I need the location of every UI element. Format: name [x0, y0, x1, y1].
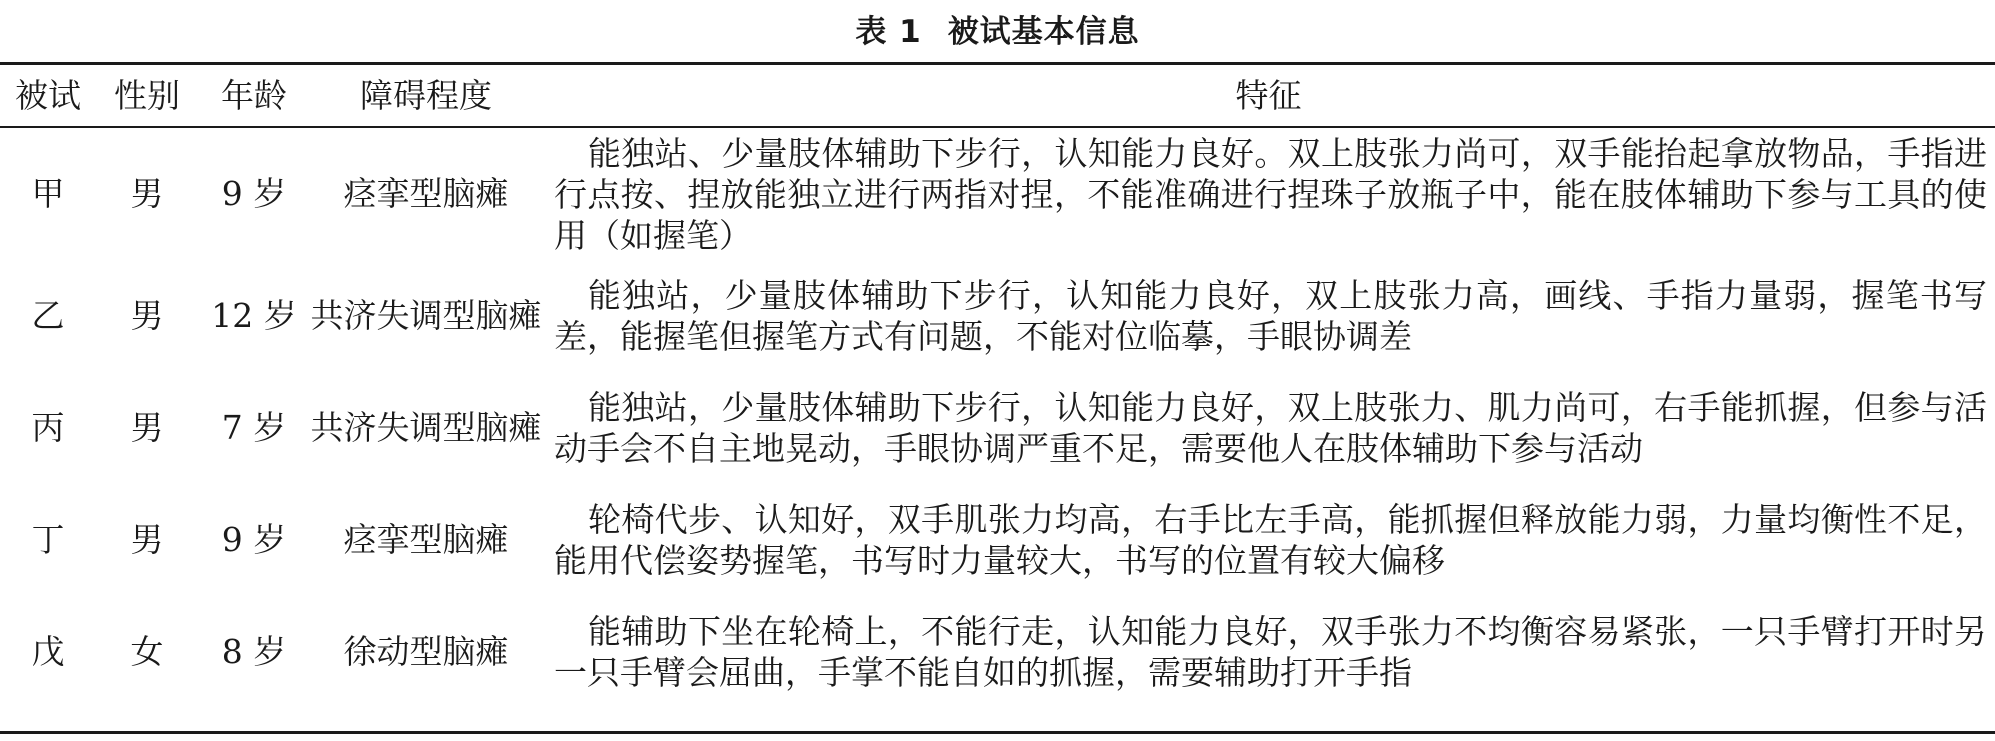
cell-level: 共济失调型脑瘫 — [310, 296, 542, 335]
cell-level: 徐动型脑瘫 — [343, 632, 509, 671]
cell-gender: 男 — [130, 520, 164, 559]
cell-feature: 能独站、少量肢体辅助下步行，认知能力良好。双上肢张力尚可，双手能抬起拿放物品，手指进行点按、捏放能独立进行两指对捏，不能准确进行捏珠子放瓶子中，能在肢体辅助下参与工具的使用（如握笔） — [554, 133, 1987, 255]
table-row — [0, 596, 1995, 708]
table-caption — [0, 6, 1995, 58]
table-number: 表 1 — [855, 14, 922, 50]
table-row — [0, 372, 1995, 484]
cell-age: 8 岁 — [221, 632, 287, 671]
cell-feature: 能辅助下坐在轮椅上，不能行走，认知能力良好，双手张力不均衡容易紧张，一只手臂打开时另一只手臂会屈曲，手掌不能自如的抓握，需要辅助打开手指 — [554, 612, 1987, 692]
cell-subject: 戊 — [31, 632, 65, 671]
header-feature: 特征 — [1235, 75, 1302, 115]
cell-subject: 乙 — [31, 296, 65, 335]
cell-gender: 男 — [130, 408, 164, 447]
table-row — [0, 260, 1995, 372]
cell-gender: 男 — [130, 296, 164, 335]
header-gender: 性别 — [114, 75, 180, 115]
cell-feature: 能独站，少量肢体辅助下步行，认知能力良好，双上肢张力、肌力尚可，右手能抓握，但参与活动手会不自主地晃动，手眼协调严重不足，需要他人在肢体辅助下参与活动 — [554, 388, 1987, 468]
cell-subject: 甲 — [31, 174, 65, 213]
cell-level: 痉挛型脑瘫 — [343, 174, 509, 213]
header-age: 年龄 — [221, 75, 287, 115]
table-row — [0, 127, 1995, 260]
cell-subject: 丁 — [31, 520, 65, 559]
cell-feature: 能独站，少量肢体辅助下步行，认知能力良好，双上肢张力高，画线、手指力量弱，握笔书写差，能握笔但握笔方式有问题，不能对位临摹，手眼协调差 — [554, 276, 1987, 356]
header-row — [0, 65, 1995, 127]
cell-age: 7 岁 — [221, 408, 287, 447]
header-subject: 被试 — [15, 75, 81, 115]
table-title: 被试基本信息 — [947, 14, 1140, 50]
cell-level: 共济失调型脑瘫 — [310, 408, 542, 447]
cell-age: 9 岁 — [221, 174, 287, 213]
cell-subject: 丙 — [31, 408, 65, 447]
cell-gender: 男 — [130, 174, 164, 213]
cell-level: 痉挛型脑瘫 — [343, 520, 509, 559]
cell-gender: 女 — [130, 632, 164, 671]
cell-feature: 轮椅代步、认知好，双手肌张力均高，右手比左手高，能抓握但释放能力弱，力量均衡性不足，能用代偿姿势握笔，书写时力量较大，书写的位置有较大偏移 — [554, 500, 1987, 580]
bottom-rule — [0, 731, 1995, 734]
cell-age: 12 岁 — [211, 296, 297, 335]
cell-age: 9 岁 — [221, 520, 287, 559]
table-row — [0, 484, 1995, 596]
subject-info-table — [0, 65, 1995, 708]
header-level: 障碍程度 — [360, 75, 492, 115]
